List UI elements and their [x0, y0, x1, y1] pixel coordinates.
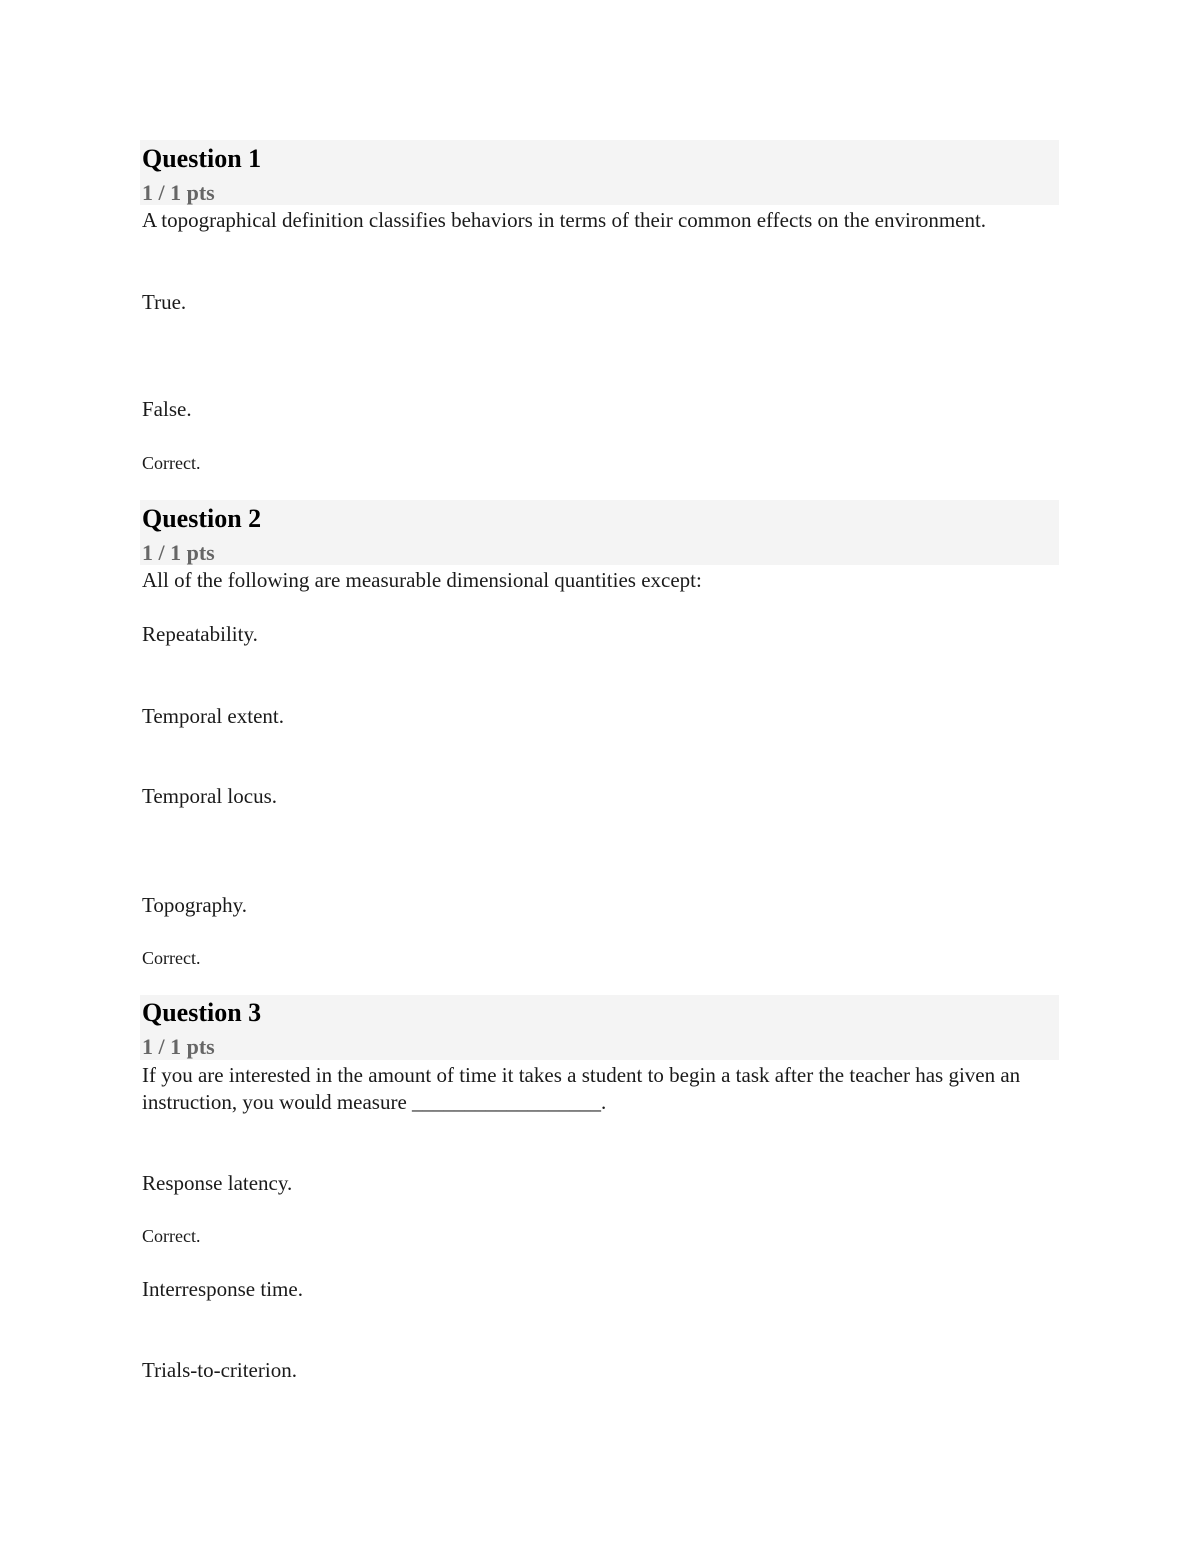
question-3-header: [140, 995, 1059, 1060]
question-2-text: All of the following are measurable dimensional quantities except:: [142, 568, 702, 592]
question-2-points: 1 / 1 pts: [142, 540, 215, 565]
question-3-points: 1 / 1 pts: [142, 1034, 215, 1059]
question-1-answer-true[interactable]: True.: [142, 290, 187, 314]
question-3-title: Question 3: [142, 998, 262, 1027]
question-2-answer-temporal-extent[interactable]: Temporal extent.: [142, 704, 284, 728]
question-3-feedback: Correct.: [142, 1226, 201, 1246]
question-2-feedback: Correct.: [142, 948, 201, 968]
question-2-answer-topography[interactable]: Topography.: [142, 893, 248, 917]
question-1-title: Question 1: [142, 144, 262, 173]
question-1-answer-false[interactable]: False.: [142, 397, 192, 421]
question-3-answer-trials-to-criterion[interactable]: Trials-to-criterion.: [142, 1358, 297, 1382]
question-1-points: 1 / 1 pts: [142, 180, 215, 205]
question-2-header: [140, 500, 1059, 565]
question-2-answer-temporal-locus[interactable]: Temporal locus.: [142, 784, 277, 808]
question-2-title: Question 2: [142, 504, 262, 533]
question-3-text: If you are interested in the amount of time it takes a student to begin a task after the teacher has given an instruction, you would measure __________________.: [142, 1063, 1021, 1114]
question-3-answer-interresponse-time[interactable]: Interresponse time.: [142, 1277, 303, 1301]
question-3-answer-response-latency[interactable]: Response latency.: [142, 1171, 293, 1195]
question-2-answer-repeatability[interactable]: Repeatability.: [142, 622, 258, 646]
question-1-feedback: Correct.: [142, 453, 201, 473]
question-1-header: [140, 140, 1059, 205]
question-1-text: A topographical definition classifies behaviors in terms of their common effects on the environment.: [142, 208, 987, 232]
